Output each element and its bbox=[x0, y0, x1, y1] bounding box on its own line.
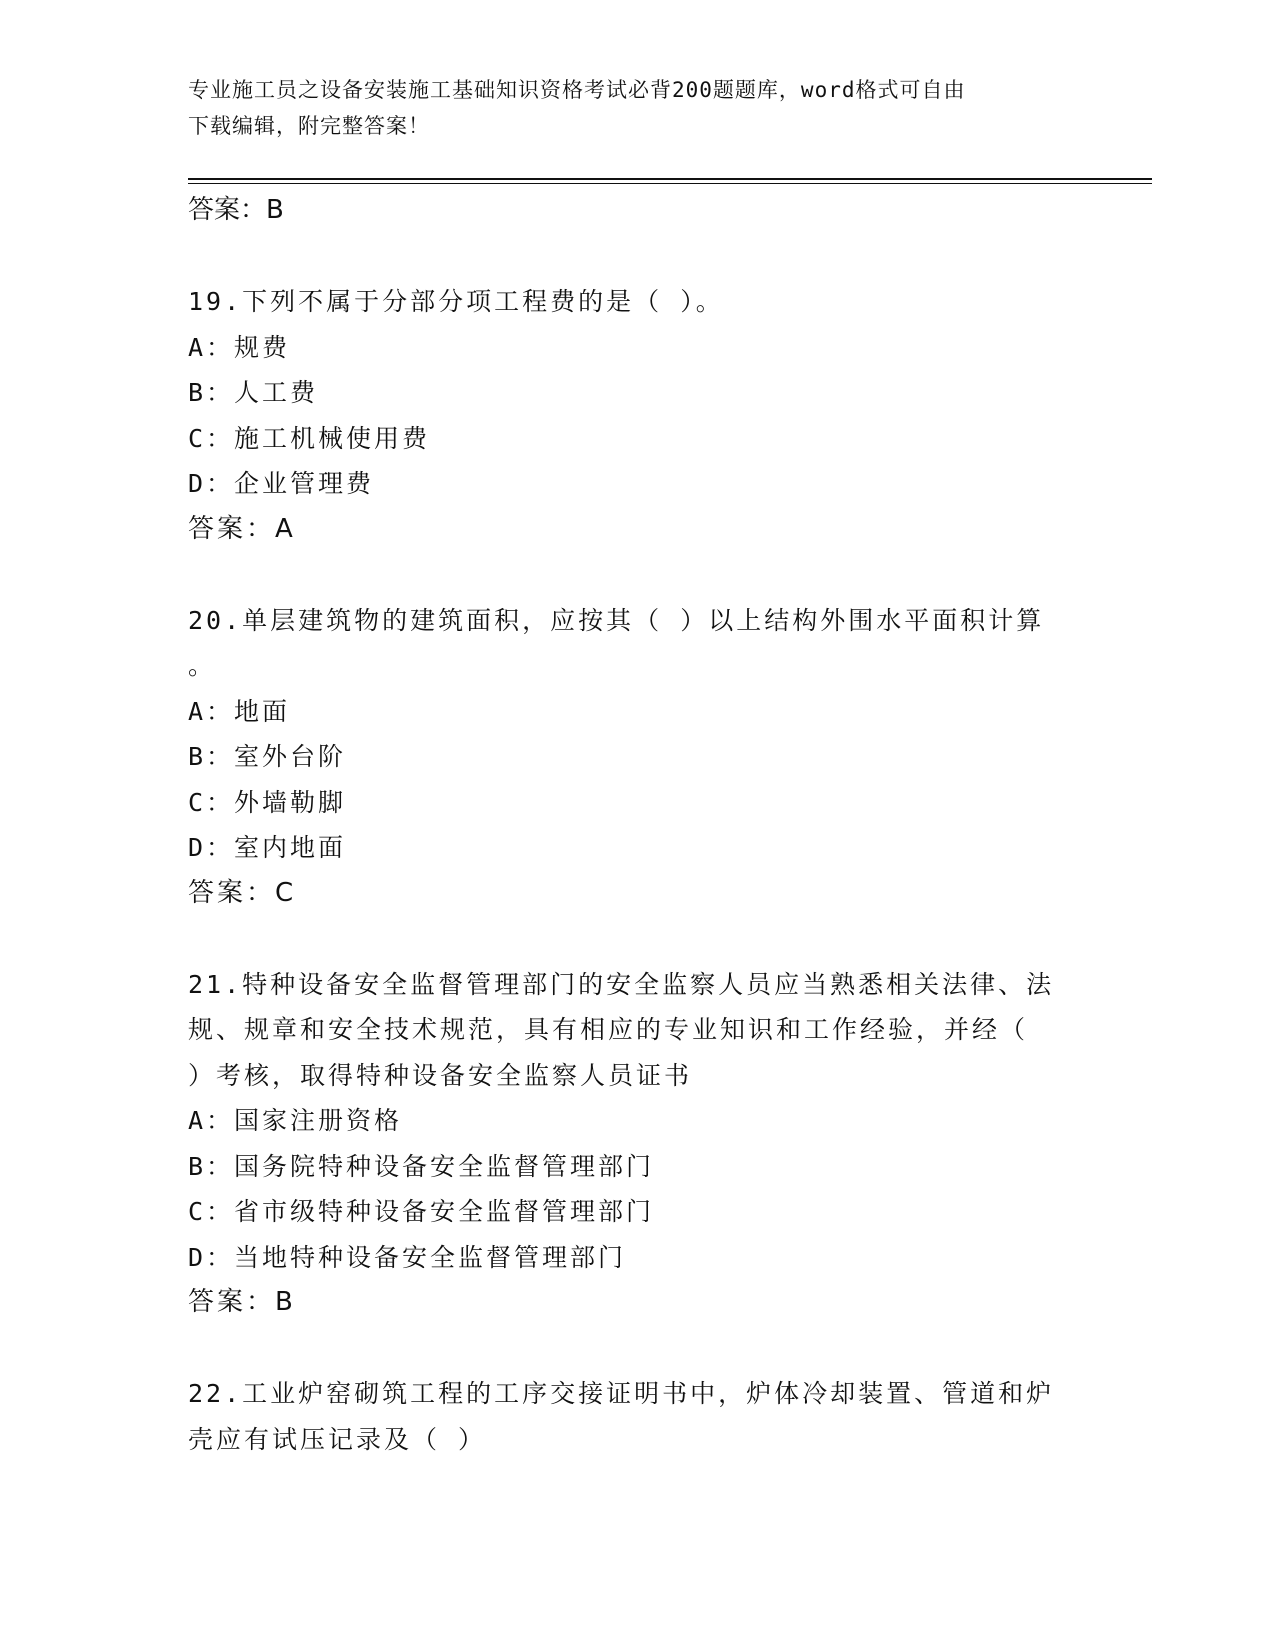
option-c: C：省市级特种设备安全监督管理部门 bbox=[188, 1197, 655, 1226]
answer-label: 答案：B bbox=[188, 195, 284, 225]
question-20 bbox=[188, 598, 1088, 917]
question-stem-continued: 规、规章和安全技术规范，具有相应的专业知识和工作经验，并经（ bbox=[188, 1015, 1029, 1044]
spacer bbox=[188, 916, 1088, 962]
header-rule-thin bbox=[188, 183, 1152, 184]
spacer bbox=[188, 234, 1088, 280]
option-a: A：国家注册资格 bbox=[188, 1106, 403, 1135]
question-stem-continued: 。 bbox=[188, 651, 217, 680]
question-21 bbox=[188, 962, 1088, 1326]
answer-label: 答案：C bbox=[188, 877, 297, 908]
spacer bbox=[188, 1326, 1088, 1372]
question-19 bbox=[188, 279, 1088, 552]
option-d: D：企业管理费 bbox=[188, 469, 375, 498]
option-b: B：人工费 bbox=[188, 378, 319, 407]
document-header bbox=[188, 72, 1068, 144]
question-stem-continued: ）考核，取得特种设备安全监察人员证书 bbox=[188, 1060, 693, 1090]
header-rule-thick bbox=[188, 178, 1152, 180]
question-stem-continued: 壳应有试压记录及（ ） bbox=[188, 1424, 487, 1454]
option-a: A：地面 bbox=[188, 696, 291, 726]
option-b: B：室外台阶 bbox=[188, 742, 347, 771]
question-stem: 21.特种设备安全监督管理部门的安全监察人员应当熟悉相关法律、法 bbox=[188, 969, 1055, 999]
question-stem: 19.下列不属于分部分项工程费的是（ ）。 bbox=[188, 287, 724, 316]
option-c: C：施工机械使用费 bbox=[188, 423, 431, 453]
question-stem: 20.单层建筑物的建筑面积，应按其（ ）以上结构外围水平面积计算 bbox=[188, 605, 1045, 635]
option-d: D：当地特种设备安全监督管理部门 bbox=[188, 1242, 627, 1272]
spacer bbox=[188, 552, 1088, 598]
option-b: B：国务院特种设备安全监督管理部门 bbox=[188, 1151, 655, 1181]
header-line-2: 下载编辑，附完整答案！ bbox=[188, 114, 430, 138]
question-stem: 22.工业炉窑砌筑工程的工序交接证明书中，炉体冷却装置、管道和炉 bbox=[188, 1379, 1055, 1408]
header-line-1: 专业施工员之设备安装施工基础知识资格考试必背200题题库，word格式可自由 bbox=[188, 78, 966, 102]
answer-label: 答案：A bbox=[188, 513, 296, 544]
question-22 bbox=[188, 1371, 1088, 1462]
answer-label: 答案：B bbox=[188, 1287, 296, 1317]
question-content bbox=[188, 188, 1088, 1462]
option-c: C：外墙勒脚 bbox=[188, 787, 347, 817]
option-a: A：规费 bbox=[188, 332, 291, 362]
option-d: D：室内地面 bbox=[188, 833, 347, 862]
